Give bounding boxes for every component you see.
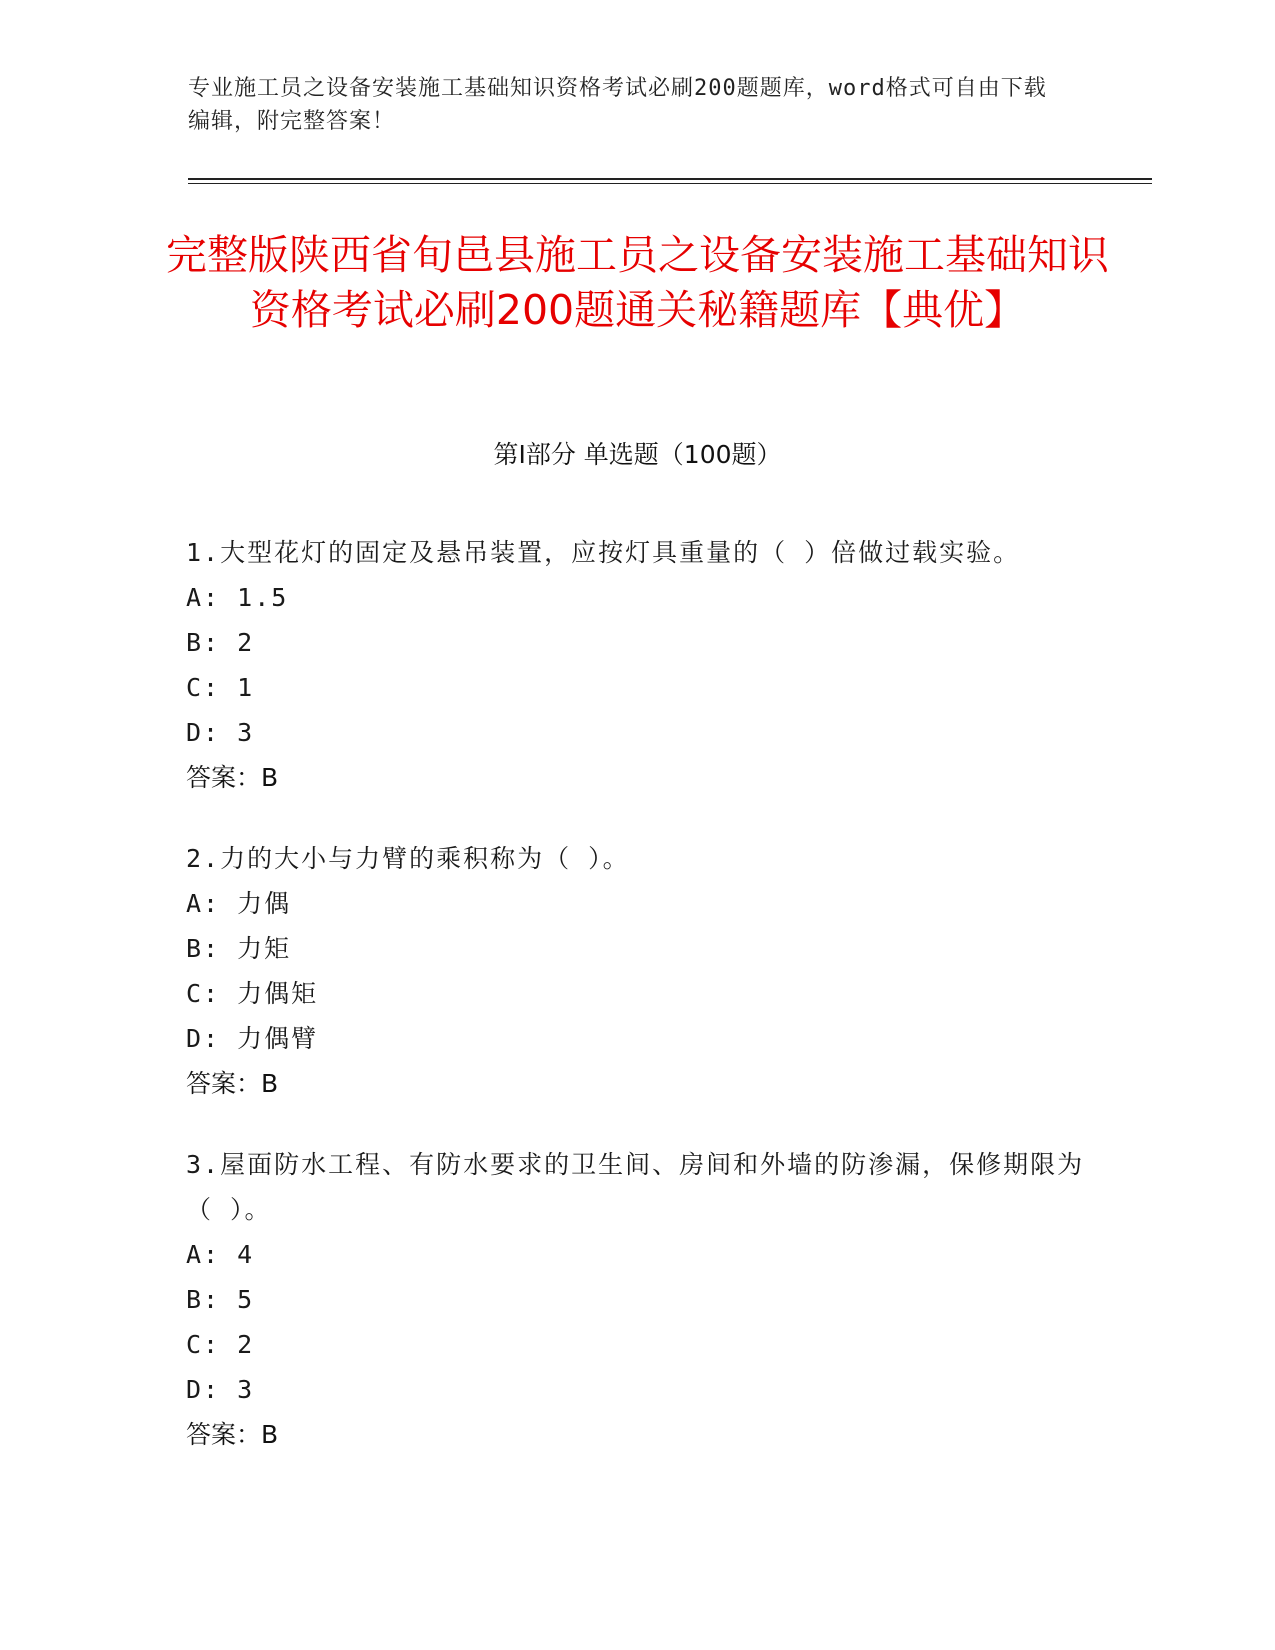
question-stem: 1.大型花灯的固定及悬吊装置，应按灯具重量的（ ）倍做过载实验。 xyxy=(186,538,1021,567)
header-divider-thin xyxy=(188,183,1152,184)
question-1 xyxy=(186,530,1086,800)
option-c: C: 1 xyxy=(186,673,255,702)
option-c: C: 力偶矩 xyxy=(186,979,319,1008)
option-d: D: 3 xyxy=(186,718,255,747)
section-heading: 第Ⅰ部分 单选题（100题） xyxy=(493,440,782,469)
option-c: C: 2 xyxy=(186,1330,255,1359)
question-stem: 2.力的大小与力臂的乘积称为（ ）。 xyxy=(186,844,630,873)
option-d: D: 3 xyxy=(186,1375,255,1404)
option-b: B: 5 xyxy=(186,1285,255,1314)
answer: 答案：B xyxy=(186,763,279,792)
header-divider-thick xyxy=(188,178,1152,180)
document-title: 完整版陕西省旬邑县施工员之设备安装施工基础知识资格考试必刷200题通关秘籍题库【典优】 xyxy=(166,231,1109,334)
option-b: B: 2 xyxy=(186,628,255,657)
question-list xyxy=(186,530,1086,1493)
answer: 答案：B xyxy=(186,1420,279,1449)
option-a: A: 力偶 xyxy=(186,889,292,918)
option-a: A: 1.5 xyxy=(186,583,289,612)
header-note: 专业施工员之设备安装施工基础知识资格考试必刷200题题库，word格式可自由下载编辑，附完整答案！ xyxy=(188,76,1047,134)
question-3 xyxy=(186,1142,1086,1457)
option-d: D: 力偶臂 xyxy=(186,1024,319,1053)
option-a: A: 4 xyxy=(186,1240,255,1269)
question-2 xyxy=(186,836,1086,1106)
answer: 答案：B xyxy=(186,1069,279,1098)
option-b: B: 力矩 xyxy=(186,934,292,963)
question-stem: 3.屋面防水工程、有防水要求的卫生间、房间和外墙的防渗漏，保修期限为（ ）。 xyxy=(186,1150,1085,1224)
